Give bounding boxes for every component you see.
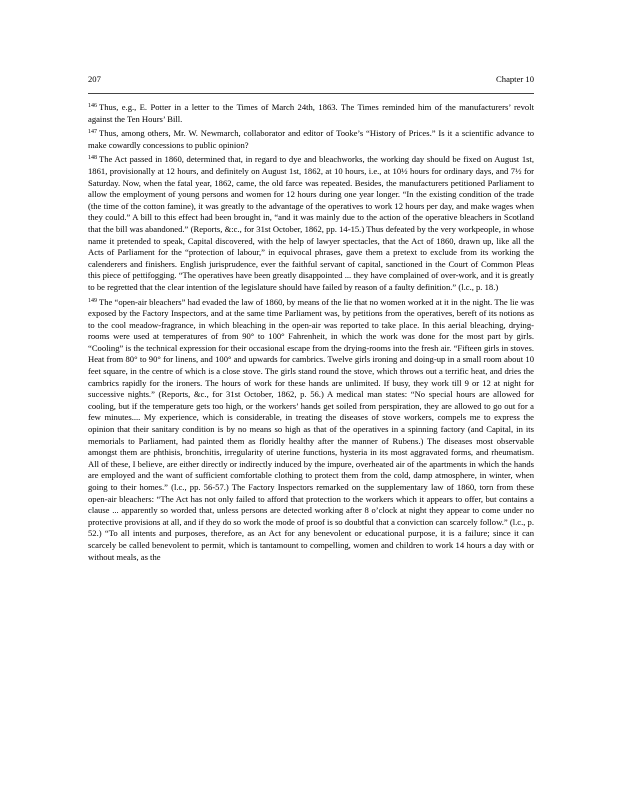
footnote-number: 146 xyxy=(88,103,97,109)
footnote-number: 147 xyxy=(88,129,97,136)
footnote-text: Thus, e.g., E. Potter in a letter to the Times of March 24th, 1863. The Times reminded him of the manufacturers’ revolt against the Ten Hours’ Bill. xyxy=(88,102,534,124)
page-number: 207 xyxy=(88,74,101,84)
footnotes xyxy=(88,102,534,566)
header-divider xyxy=(88,93,534,94)
footnote-text: The Act passed in 1860, determined that, in regard to dye and bleachworks, the working day should be fixed on August 1st, 1861, provisionally at 12 hours, and definitely on August 1st, 1862, at 10 hours, i.e., at 10½ hours for ordinary days, and 7½ for Saturday. Now, when the fatal year, 1862, came, the old farce was repeated. Besides, the manufacturers petitioned Parliament to allow the employment of young persons and women for 12 hours during one year longer. “In the existing condition of the trade (the time of the cotton famine), it was greatly to the advantage of the operatives to work 12 hours per day, and make wages when they could.” A bill to this effect had been brought in, “and it was mainly due to the action of the operative bleachers in Scotland that the bill was abandoned.” (Reports, &:c., for 31st October, 1862, pp. 14-15.) Thus defeated by the very workpeople, in whose name it pretended to speak, Capital discovered, with the help of lawyer spectacles, that the Act of 1860, drawn up, like all the Acts of Parliament for the “protection of labour,” in equivocal phrases, gave them a pretext to exclude from its working the calenderers and finishers. English jurisprudence, ever the faithful servant of capital, sanctioned in the Court of Common Pleas this piece of pettifogging. “The operatives have been greatly disappointed ... they have complained of over-work, and it is greatly to be regretted that the clear intention of the legislature should have failed by reason of a faulty definition.” (l.c., p. 18.) xyxy=(88,154,534,292)
footnote-146 xyxy=(88,102,534,125)
running-head xyxy=(88,74,534,84)
footnote-number: 149 xyxy=(88,297,97,304)
chapter-title: Chapter 10 xyxy=(496,74,534,84)
footnote-149 xyxy=(88,297,534,564)
footnote-number: 148 xyxy=(88,155,97,162)
footnote-text: The “open-air bleachers” had evaded the law of 1860, by means of the lie that no women worked at it in the night. The lie was exposed by the Factory Inspectors, and at the same time Parliament was, by petitions from the operatives, bereft of its notions as to the cool meadow-fragrance, in which bleaching in the open-air was reported to take place. In this aerial bleaching, drying-rooms were used at temperatures of from 90° to 100° Fahrenheit, in which the work was done for the most part by girls. “Cooling” is the technical expression for their occasional escape from the drying-rooms into the fresh air. “Fifteen girls in stoves. Heat from 80° to 90° for linens, and 100° and upwards for cambrics. Twelve girls ironing and doing-up in a small room about 10 feet square, in the centre of which is a close stove. The girls stand round the stove, which throws out a terrific heat, and dries the cambrics rapidly for the ironers. The hours of work for these hands are unlimited. If busy, they work till 9 or 12 at night for successive nights.” (Reports, &c., for 31st October, 1862, p. 56.) A medical man states: “No special hours are allowed for cooling, but if the temperature gets too high, or the workers’ hands get soiled from perspiration, they are allowed to go out for a few minutes.... My experience, which is considerable, in treating the diseases of stove workers, compels me to express the opinion that their sanitary condition is by no means so high as that of the operatives in a spinning factory (and Capital, in its memorials to Parliament, had painted them as floridly healthy after the manner of Rubens.) The diseases most observable amongst them are phthisis, bronchitis, irregularity of uterine functions, hysteria in its most aggravated forms, and rheumatism. All of these, I believe, are either directly or indirectly induced by the impure, overheated air of the apartments in which the hands are employed and the want of sufficient comfortable clothing to protect them from the cold, damp atmosphere, in winter, when going to their homes.” (l.c., pp. 56-57.) The Factory Inspectors remarked on the supplementary law of 1860, torn from these open-air bleachers: “The Act has not only failed to afford that protection to the workers which it appears to offer, but contains a clause ... apparently so worded that, unless persons are detected working after 8 o’clock at night they appear to come under no protective provisions at all, and if they do so work the mode of proof is so doubtful that a conviction can scarcely follow.” (l.c., p. 52.) “To all intents and purposes, therefore, as an Act for any benevolent or educational purpose, it is a failure; since it can scarcely be called benevolent to permit, which is tantamount to compelling, women and children to work 14 hours a day with or without meals, as the xyxy=(88,296,534,562)
footnote-text: Thus, among others, Mr. W. Newmarch, collaborator and editor of Tooke’s “History of Prices.” Is it a scientific advance to make cowardly concessions to public opinion? xyxy=(88,128,534,150)
footnote-147 xyxy=(88,128,534,151)
footnote-148 xyxy=(88,154,534,293)
